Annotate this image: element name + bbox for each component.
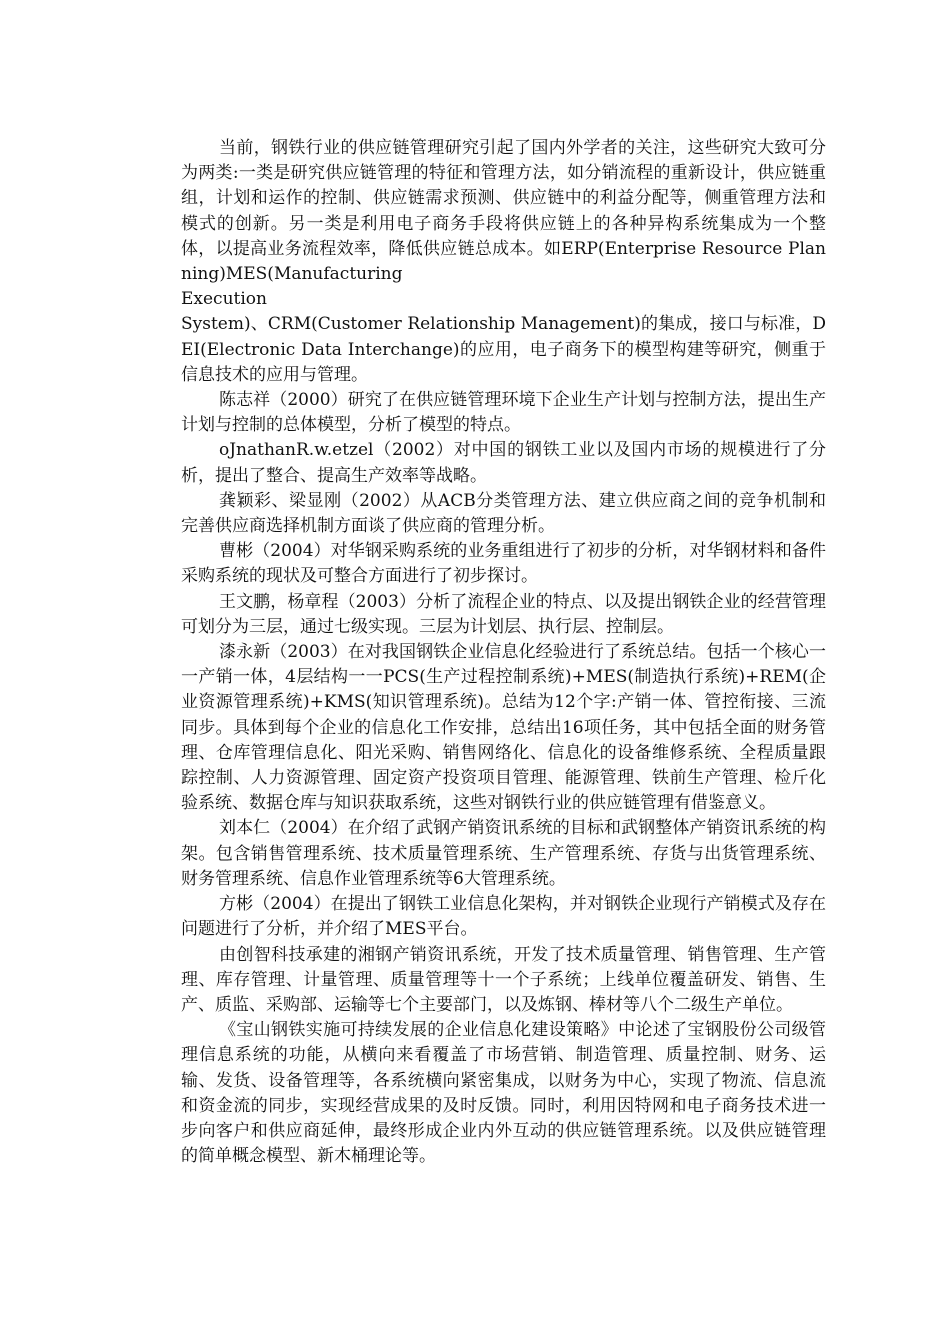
paragraph-chen-zhixiang: 陈志祥（2000）研究了在供应链管理环境下企业生产计划与控制方法，提出生产计划与控制的总体模型，分析了模型的特点。 bbox=[181, 390, 826, 436]
paragraph-xianggang-system: 由创智科技承建的湘钢产销资讯系统，开发了技术质量管理、销售管理、生产管理、库存管理、计量管理、质量管理等十一个子系统；上线单位覆盖研发、销售、生产、质监、采购部、运输等七个主要部门，以及炼钢、棒材等八个二级生产单位。 bbox=[181, 944, 826, 1015]
paragraph-intro: 当前，钢铁行业的供应链管理研究引起了国内外学者的关注，这些研究大致可分为两类:一类是研究供应链管理的特征和管理方法，如分销流程的重新设计，供应链重组，计划和运作的控制、供应链需求预测、供应链中的利益分配等，侧重管理方法和模式的创新。另一类是利用电子商务手段将供应链上的各种异构系统集成为一个整体，以提高业务流程效率，降低供应链总成本。如ERP(Enterprise Resource Planning)MES(Manufacturing Execution System)、CRM(Customer Relationship Management)的集成，接口与标准，DEI(Electronic Data Interchange)的应用，电子商务下的模型构建等研究，侧重于信息技术的应用与管理。 bbox=[181, 138, 826, 385]
paragraph-baosteel-strategy: 《宝山钢铁实施可持续发展的企业信息化建设策略》中论述了宝钢股份公司级管理信息系统的功能，从横向来看覆盖了市场营销、制造管理、质量控制、财务、运输、发货、设备管理等，各系统横向紧密集成，以财务为中心，实现了物流、信息流和资金流的同步，实现经营成果的及时反馈。同时，利用因特网和电子商务技术进一步向客户和供应商延伸，最终形成企业内外互动的供应链管理系统。以及供应链管理的简单概念模型、新木桶理论等。 bbox=[181, 1020, 826, 1167]
paragraph-gong-yingcai: 龚颖彩、梁显刚（2002）从ACB分类管理方法、建立供应商之间的竞争机制和完善供应商选择机制方面谈了供应商的管理分析。 bbox=[181, 490, 826, 537]
document-body bbox=[181, 136, 826, 1169]
paragraph-wang-wenpeng: 王文鹏，杨章程（2003）分析了流程企业的特点、以及提出钢铁企业的经营管理可划分为三层，通过七级实现。三层为计划层、执行层、控制层。 bbox=[181, 591, 826, 637]
paragraph-jonathan-etzel: oJnathanR.w.etzel（2002）对中国的钢铁工业以及国内市场的规模进行了分析，提出了整合、提高生产效率等战略。 bbox=[181, 440, 826, 486]
paragraph-liu-benren: 刘本仁（2004）在介绍了武钢产销资讯系统的目标和武钢整体产销资讯系统的构架。包含销售管理系统、技术质量管理系统、生产管理系统、存货与出货管理系统、财务管理系统、信息作业管理系统等6大管理系统。 bbox=[181, 818, 826, 889]
paragraph-cao-bin: 曹彬（2004）对华钢采购系统的业务重组进行了初步的分析，对华钢材料和备件采购系统的现状及可整合方面进行了初步探讨。 bbox=[181, 541, 826, 587]
paragraph-fang-bin: 方彬（2004）在提出了钢铁工业信息化架构，并对钢铁企业现行产销模式及存在问题进行了分析，并介绍了MES平台。 bbox=[181, 894, 826, 940]
paragraph-qi-yongxin: 漆永新（2003）在对我国钢铁企业信息化经验进行了系统总结。包括一个核心一一产销一体，4层结构一一PCS(生产过程控制系统)+MES(制造执行系统)+REM(企业资源管理系统)+KMS(知识管理系统)。总结为12个字:产销一体、管控衔接、三流同步。具体到每个企业的信息化工作安排，总结出16项任务，其中包括全面的财务管理、仓库管理信息化、阳光采购、销售网络化、信息化的设备维修系统、全程质量跟踪控制、人力资源管理、固定资产投资项目管理、能源管理、铁前生产管理、检斤化验系统、数据仓库与知识获取系统，这些对钢铁行业的供应链管理有借鉴意义。 bbox=[181, 642, 826, 814]
